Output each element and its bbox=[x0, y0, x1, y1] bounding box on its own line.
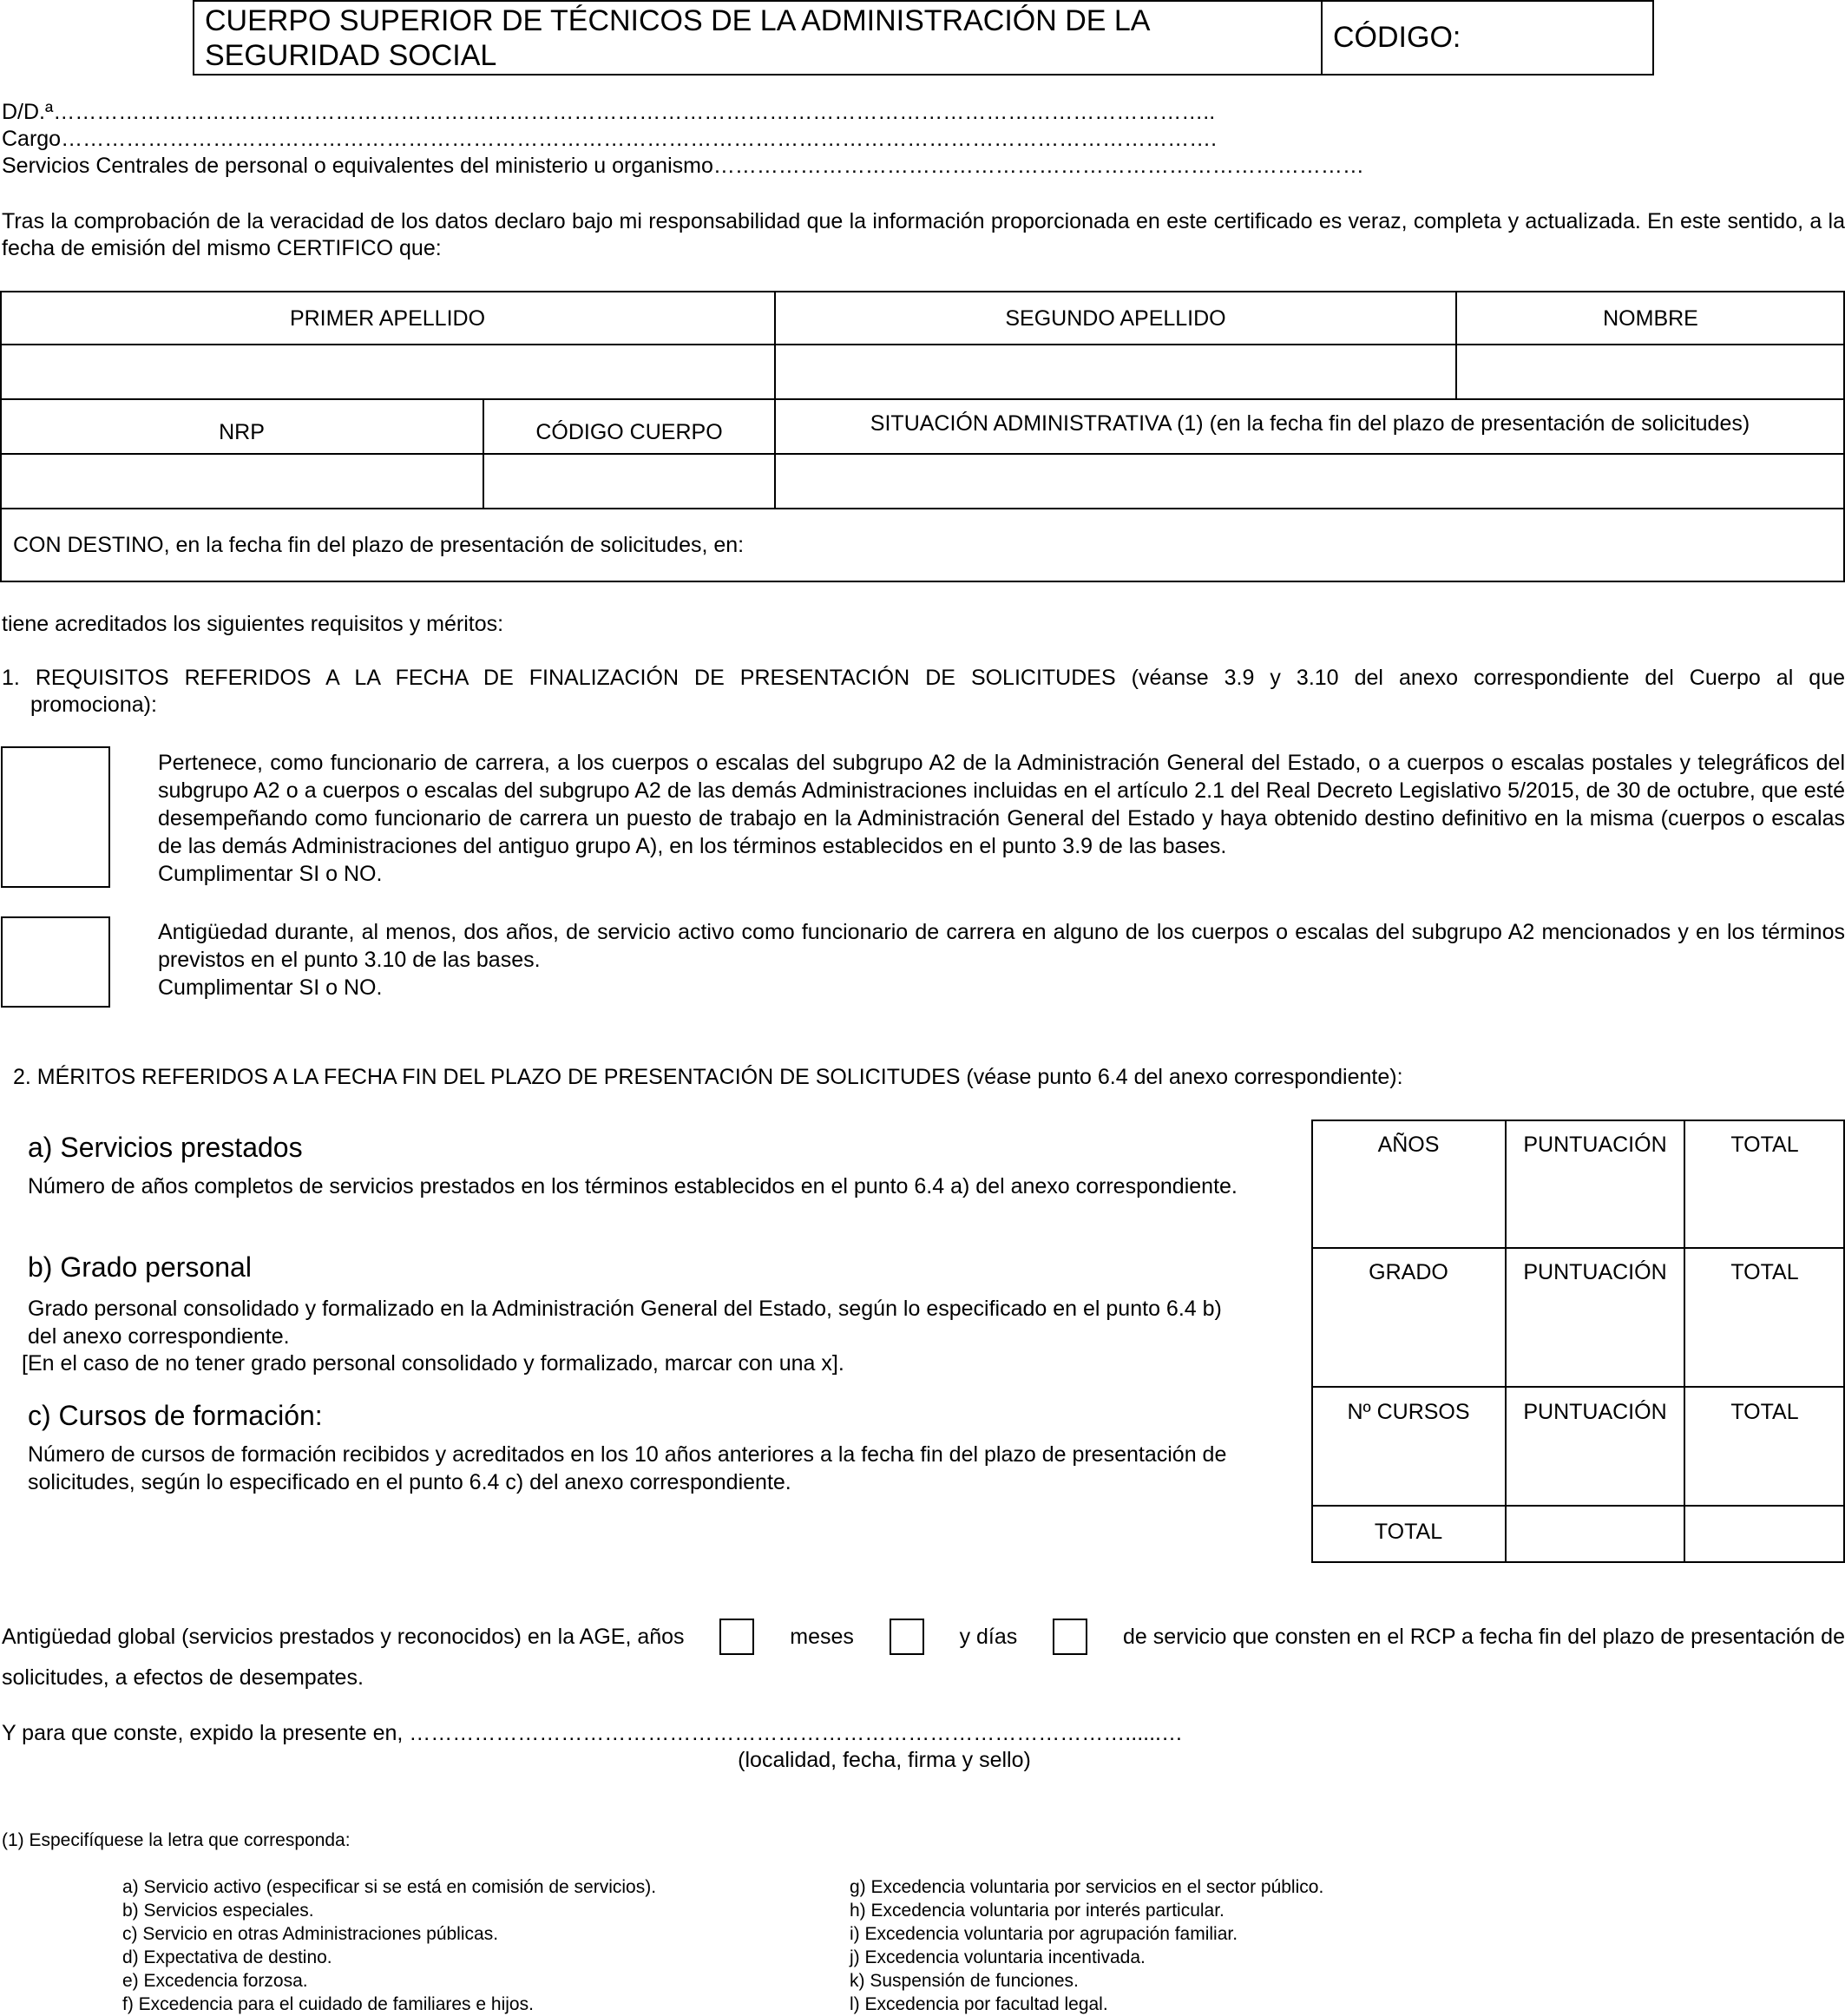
list-item: k) Suspensión de funciones. bbox=[850, 1971, 1079, 1991]
antiguedad-line bbox=[2, 1619, 1845, 1655]
list-item: d) Expectativa de destino. bbox=[122, 1947, 332, 1967]
form-title: CUERPO SUPERIOR DE TÉCNICOS DE LA ADMINISTRACIÓN DE LA SEGURIDAD SOCIAL bbox=[205, 4, 1151, 72]
antiguedad-text-cont: de servicio que consten en el RCP a fecha fin del plazo de presentación de bbox=[1122, 1624, 1845, 1649]
list-item: f) Excedencia para el cuidado de familiares e hijos. bbox=[122, 1994, 534, 2014]
list-item: a) Servicio activo (especificar si se está en comisión de servicios). bbox=[122, 1877, 657, 1897]
dd-field[interactable]: D/D.ª…………………………………………………………………………………………………………………………………………….. bbox=[2, 100, 1216, 124]
grado-note: [En el caso de no tener grado personal consolidado y formalizado, marcar con una x]. bbox=[22, 1351, 844, 1376]
list-item: c) Servicio en otras Administraciones públicas. bbox=[122, 1924, 499, 1944]
grado-header: GRADO bbox=[1369, 1260, 1448, 1284]
total-header: TOTAL bbox=[1730, 1133, 1799, 1157]
nrp-header: NRP bbox=[219, 420, 265, 444]
list-item: h) Excedencia voluntaria por interés particular. bbox=[850, 1901, 1225, 1921]
puntuacion-header: PUNTUACIÓN bbox=[1523, 1400, 1667, 1424]
divider bbox=[1321, 0, 1323, 76]
merits-table bbox=[1311, 1120, 1845, 1563]
antiguedad-text: Antigüedad global (servicios prestados y reconocidos) en la AGE, años bbox=[2, 1624, 685, 1649]
servicios-text: Número de años completos de servicios prestados en los términos establecidos en el punto 6.4 a) del anexo correspondiente. bbox=[28, 1174, 1238, 1198]
nombre-header: NOMBRE bbox=[1603, 306, 1698, 331]
acreditados-text: tiene acreditados los siguientes requisitos y méritos: bbox=[2, 612, 504, 636]
segundo-apellido-header: SEGUNDO APELLIDO bbox=[1005, 306, 1226, 331]
antiguedad-text-end: solicitudes, a efectos de desempates. bbox=[2, 1665, 364, 1690]
situacion-header: SITUACIÓN ADMINISTRATIVA (1) (en la fecha fin del plazo de presentación de solicitudes) bbox=[870, 411, 1750, 436]
section1-title-cont: promociona): bbox=[30, 693, 157, 717]
primer-apellido-header: PRIMER APELLIDO bbox=[289, 306, 486, 331]
intro-text: Tras la comprobación de la veracidad de los datos declaro bajo mi responsabilidad que la información proporcionada en este certificado es veraz, completa y actualizada. En este sentido, a la fecha de emisión del mismo CERTIFICO que: bbox=[2, 209, 1845, 260]
cursos-header: Nº CURSOS bbox=[1347, 1400, 1470, 1424]
code-label: CÓDIGO: bbox=[1333, 21, 1461, 54]
req1-text: Pertenece, como funcionario de carrera, a los cuerpos o escalas del subgrupo A2 de la Administración General del Estado, o a cuerpos o escalas postales y telegráficos del subgrupo A2 o a cuerpos o escalas del subgrupo A2 de las demás Administraciones incluidas en el artículo 2.1 del Real Decreto Legislativo 5/2015, de 30 de octubre, que esté desempeñando como funcionario de carrera un puesto de trabajo en la Administración General del Estado y haya obtenido destino definitivo en la misma (cuerpos o escalas de las demás Administraciones del antiguo grupo A), en los términos establecidos en el punto 3.9 de las bases. Cumplimentar SI o NO. bbox=[158, 751, 1845, 886]
total-header: TOTAL bbox=[1730, 1400, 1799, 1424]
req1-checkbox[interactable] bbox=[1, 746, 110, 888]
grado-text: Grado personal consolidado y formalizado en la Administración General del Estado, según lo especificado en el punto 6.4 b) del anexo correspondiente. bbox=[28, 1297, 1222, 1349]
servicios-title: a) Servicios prestados bbox=[28, 1132, 303, 1163]
req2-text: Antigüedad durante, al menos, dos años, de servicio activo como funcionario de carrera en alguno de los cuerpos o escalas del subgrupo A2 mencionados y en los términos previstos en el punto 3.10 de las bases. Cumplimentar SI o NO. bbox=[158, 920, 1845, 1000]
list-item: l) Excedencia por facultad legal. bbox=[850, 1994, 1108, 2014]
expido-note: (localidad, fecha, firma y sello) bbox=[738, 1748, 1031, 1772]
footnote-right-list bbox=[850, 1875, 1323, 2016]
dias-label: y días bbox=[959, 1624, 1018, 1649]
servicios-field[interactable]: Servicios Centrales de personal o equivalentes del ministerio u organismo……………………………………………………………………………… bbox=[2, 154, 1364, 178]
total-header: TOTAL bbox=[1730, 1260, 1799, 1284]
section2-title: 2. MÉRITOS REFERIDOS A LA FECHA FIN DEL PLAZO DE PRESENTACIÓN DE SOLICITUDES (véase punto 6.4 del anexo correspondiente): bbox=[13, 1065, 1403, 1089]
grand-total-label: TOTAL bbox=[1374, 1520, 1443, 1544]
footnote-left-list bbox=[122, 1875, 656, 2016]
expido-line[interactable]: Y para que conste, expido la presente en, ………………………………………………………………………………………......… bbox=[2, 1721, 1183, 1745]
section1-title: 1. REQUISITOS REFERIDOS A LA FECHA DE FINALIZACIÓN DE PRESENTACIÓN DE SOLICITUDES (véanse 3.9 y 3.10 del anexo correspondiente del Cuerpo al que bbox=[2, 666, 1845, 690]
list-item: g) Excedencia voluntaria por servicios en el sector público. bbox=[850, 1877, 1324, 1897]
cargo-field[interactable]: Cargo……………………………………………………………………………………………………………………………………………. bbox=[2, 127, 1218, 151]
anos-header: AÑOS bbox=[1377, 1133, 1440, 1157]
grado-title: b) Grado personal bbox=[28, 1251, 252, 1283]
anos-input[interactable] bbox=[719, 1619, 754, 1655]
codigo-cuerpo-header: CÓDIGO CUERPO bbox=[535, 420, 723, 444]
footnote-title: (1) Especifíquese la letra que corresponda: bbox=[2, 1830, 351, 1850]
cursos-title: c) Cursos de formación: bbox=[28, 1400, 323, 1431]
list-item: b) Servicios especiales. bbox=[122, 1901, 314, 1921]
dias-input[interactable] bbox=[1053, 1619, 1087, 1655]
meses-input[interactable] bbox=[890, 1619, 924, 1655]
list-item: e) Excedencia forzosa. bbox=[122, 1971, 308, 1991]
list-item: j) Excedencia voluntaria incentivada. bbox=[850, 1947, 1146, 1967]
req2-checkbox[interactable] bbox=[1, 916, 110, 1008]
list-item: i) Excedencia voluntaria por agrupación familiar. bbox=[850, 1924, 1238, 1944]
puntuacion-header: PUNTUACIÓN bbox=[1523, 1260, 1667, 1284]
cursos-text: Número de cursos de formación recibidos y acreditados en los 10 años anteriores a la fecha fin del plazo de presentación de solicitudes, según lo especificado en el punto 6.4 c) del anexo correspondiente. bbox=[28, 1442, 1227, 1494]
puntuacion-header: PUNTUACIÓN bbox=[1523, 1133, 1667, 1157]
destino-label: CON DESTINO, en la fecha fin del plazo de presentación de solicitudes, en: bbox=[13, 533, 745, 557]
meses-label: meses bbox=[790, 1624, 854, 1649]
